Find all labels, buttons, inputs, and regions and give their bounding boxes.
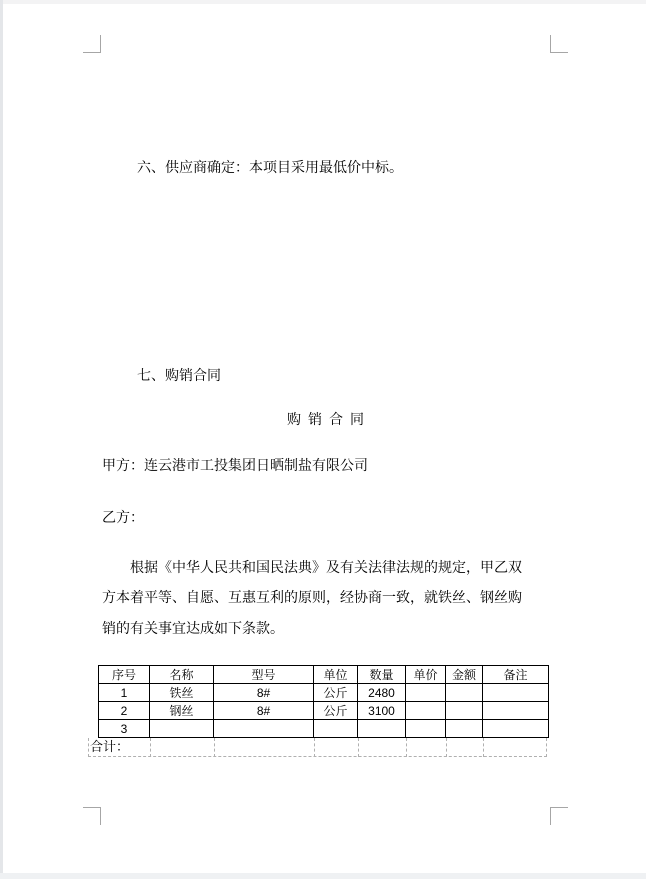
section-6-text: 六、供应商确定：本项目采用最低价中标。 <box>137 159 403 175</box>
text-boundary-mark-top-right <box>550 35 568 53</box>
header-cell-unit: 单位 <box>314 666 358 684</box>
text-boundary-mark-bottom-left <box>83 807 101 825</box>
section-7-heading: 七、购销合同 <box>137 367 221 383</box>
cell-price <box>406 720 446 738</box>
cell-model: 8# <box>214 684 314 702</box>
table-row <box>99 720 549 738</box>
cell-price <box>406 684 446 702</box>
cell-name: 铁丝 <box>150 684 214 702</box>
cell-index: 3 <box>99 720 150 738</box>
cell-amount <box>446 720 483 738</box>
gridline <box>483 738 484 757</box>
cell-quantity: 3100 <box>358 702 406 720</box>
cell-amount <box>446 684 483 702</box>
clause-paragraph-line-1: 根据《中华人民共和国民法典》及有关法律法规的规定，甲乙双 <box>130 559 522 575</box>
text-boundary-mark-bottom-right <box>550 807 568 825</box>
party-a-line: 甲方：连云港市工投集团日晒制盐有限公司 <box>102 457 368 473</box>
cell-name: 钢丝 <box>150 702 214 720</box>
cell-quantity <box>358 720 406 738</box>
cell-model <box>214 720 314 738</box>
table-total-row <box>88 738 547 757</box>
cell-amount <box>446 702 483 720</box>
contract-title: 购销合同 <box>287 411 371 427</box>
total-label: 合计： <box>90 739 130 754</box>
header-cell-quantity: 数量 <box>358 666 406 684</box>
clause-paragraph-line-3: 销的有关事宜达成如下条款。 <box>102 620 284 636</box>
text-boundary-mark-top-left <box>83 35 101 53</box>
cell-remarks <box>483 702 549 720</box>
header-cell-model: 型号 <box>214 666 314 684</box>
cell-remarks <box>483 720 549 738</box>
gridline <box>150 738 151 757</box>
cell-name <box>150 720 214 738</box>
cell-index: 2 <box>99 702 150 720</box>
cell-unit: 公斤 <box>314 702 358 720</box>
cell-model: 8# <box>214 702 314 720</box>
cell-index: 1 <box>99 684 150 702</box>
clause-paragraph-line-2: 方本着平等、自愿、互惠互利的原则，经协商一致，就铁丝、钢丝购 <box>102 589 522 605</box>
cell-price <box>406 702 446 720</box>
table-row <box>99 684 549 702</box>
page-edge-bottom <box>0 873 646 879</box>
page-edge-left <box>0 0 3 873</box>
header-cell-name: 名称 <box>150 666 214 684</box>
gridline <box>446 738 447 757</box>
gridline <box>358 738 359 757</box>
gridline <box>406 738 407 757</box>
header-cell-index: 序号 <box>99 666 150 684</box>
page-edge-top <box>0 0 646 4</box>
gridline <box>214 738 215 757</box>
table-row <box>99 702 549 720</box>
header-cell-price: 单价 <box>406 666 446 684</box>
party-b-line: 乙方： <box>102 509 144 525</box>
table-header-row <box>99 666 549 684</box>
items-table <box>98 665 549 738</box>
header-cell-remarks: 备注 <box>483 666 549 684</box>
gridline <box>314 738 315 757</box>
header-cell-amount: 金额 <box>446 666 483 684</box>
cell-unit: 公斤 <box>314 684 358 702</box>
cell-quantity: 2480 <box>358 684 406 702</box>
cell-remarks <box>483 684 549 702</box>
cell-unit <box>314 720 358 738</box>
